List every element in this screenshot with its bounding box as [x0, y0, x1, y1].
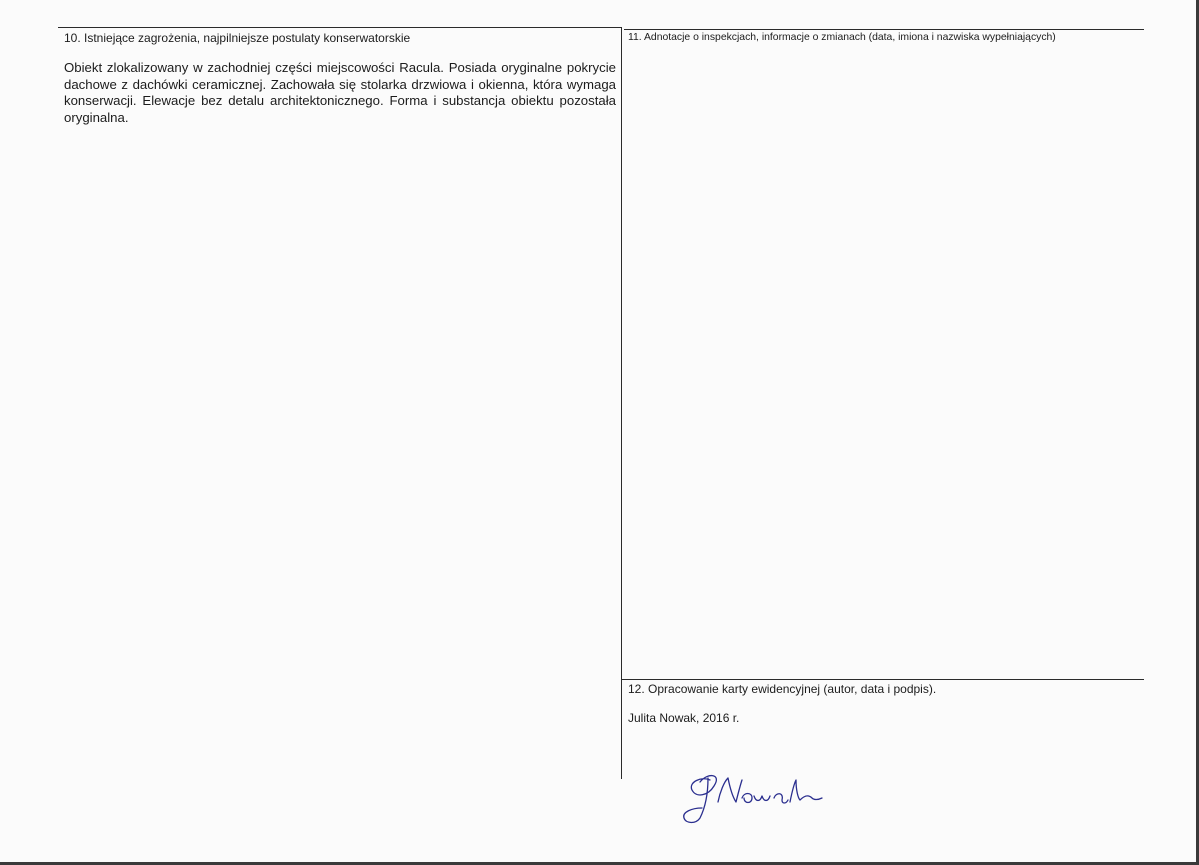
- section-10-top-rule: [58, 27, 621, 28]
- handwritten-signature: [678, 768, 828, 828]
- section-12-title: 12. Opracowanie karty ewidencyjnej (autor, data i podpis).: [628, 682, 937, 696]
- section-11-title: 11. Adnotacje o inspekcjach, informacje o zmianach (data, imiona i nazwiska wypełniających): [628, 32, 1056, 43]
- section-10-title: 10. Istniejące zagrożenia, najpilniejsze postulaty konserwatorskie: [64, 31, 411, 45]
- section-12-top-rule: [622, 679, 1144, 680]
- section-11-top-rule: [624, 29, 1144, 30]
- section-10-body: Obiekt zlokalizowany w zachodniej części miejscowości Racula. Posiada oryginalne pokrycie dachowe z dachówki ceramicznej. Zachowała się stolarka drzwiowa i okienna, która wymaga konserwacji. Elewacje bez detalu architektonicznego. Forma i substancja obiektu pozostała oryginalna.: [64, 60, 616, 125]
- section-12-author-line: Julita Nowak, 2016 r.: [628, 711, 740, 725]
- column-divider: [621, 27, 622, 779]
